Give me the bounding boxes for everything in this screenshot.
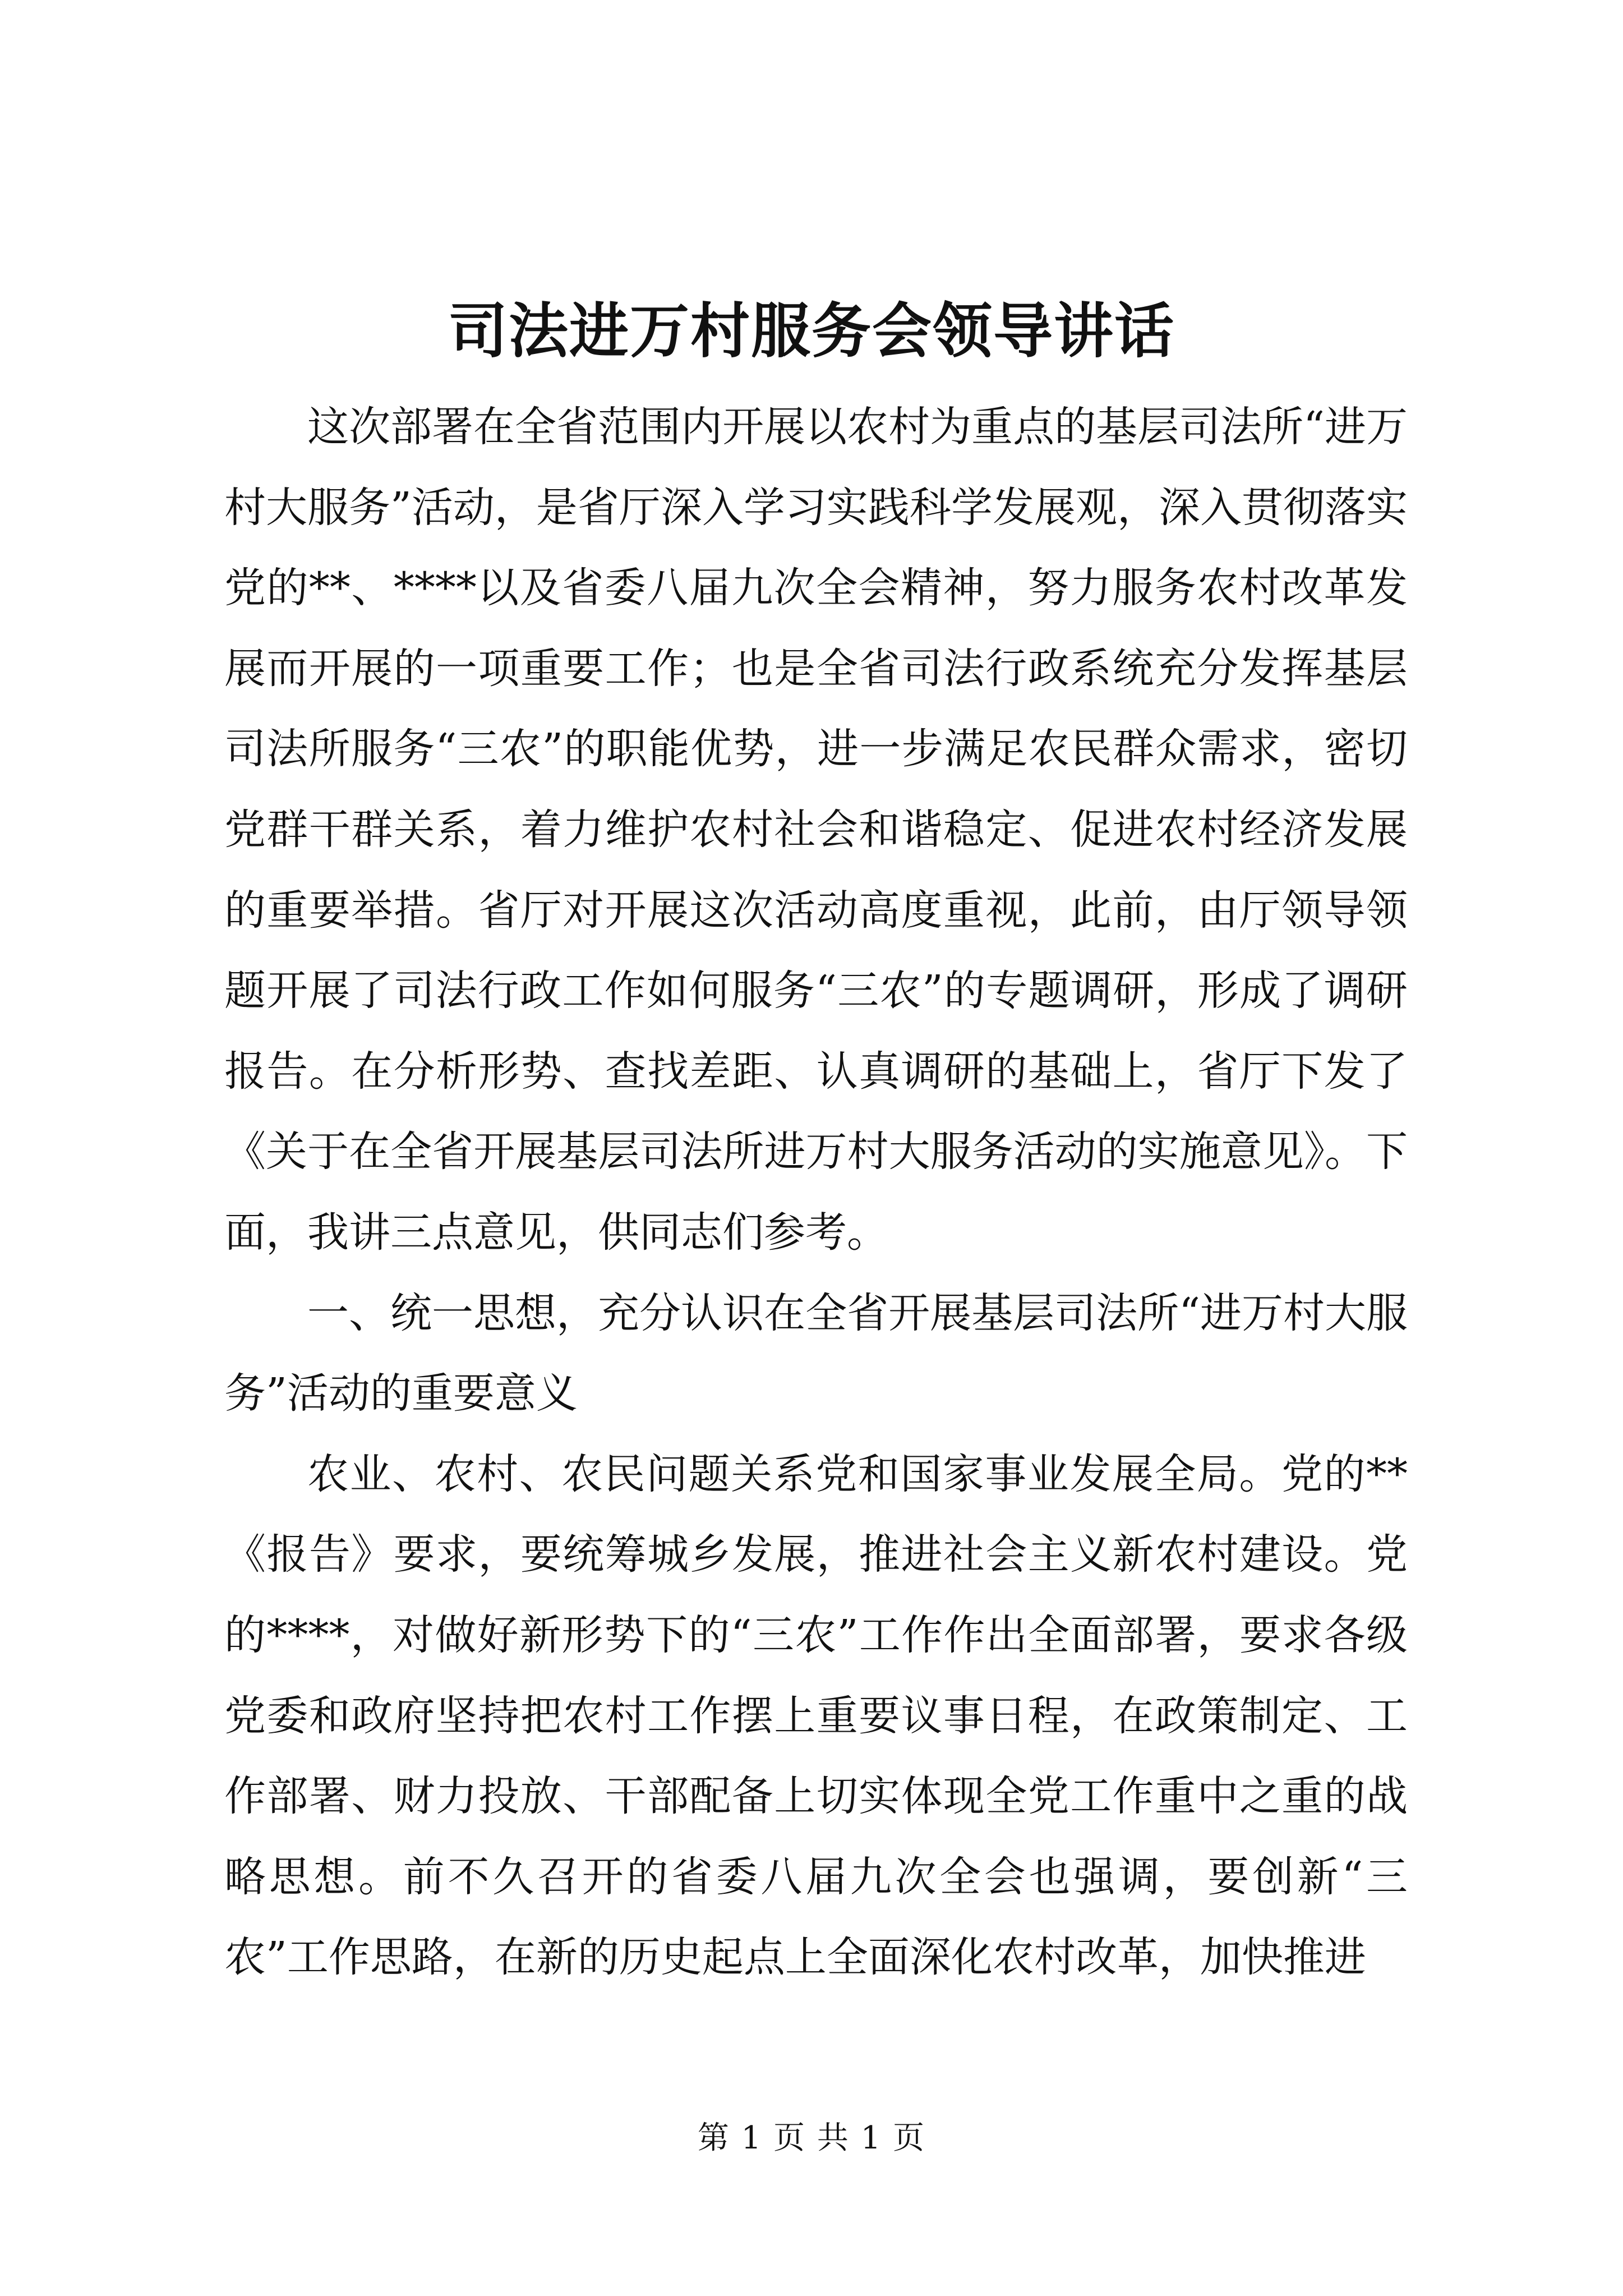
document-body bbox=[224, 387, 1408, 1998]
section-heading-one: 一、统一思想，充分认识在全省开展基层司法所“进万村大服务”活动的重要意义 bbox=[224, 1289, 1408, 1418]
paragraph-section-one: 农业、农村、农民问题关系党和国家事业发展全局。党的**《报告》要求，要统筹城乡发展，推进社会主义新农村建设。党的****，对做好新形势下的“三农”工作作出全面部署，要求各级党委和政府坚持把农村工作摆上重要议事日程，在政策制定、工作部署、财力投放、干部配备上切实体现全党工作重中之重的战略思想。前不久召开的省委八届九次全会也强调，要创新“三农”工作思路，在新的历史起点上全面深化农村改革，加快推进 bbox=[224, 1450, 1408, 1982]
page-number-footer: 第 1 页 共 1 页 bbox=[697, 2120, 926, 2156]
document-title: 司法进万村服务会领导讲话 bbox=[448, 296, 1175, 366]
paragraph-intro: 这次部署在全省范围内开展以农村为重点的基层司法所“进万村大服务”活动，是省厅深入学习实践科学发展观，深入贯彻落实党的**、****以及省委八届九次全会精神，努力服务农村改革发展而开展的一项重要工作；也是全省司法行政系统充分发挥基层司法所服务“三农”的职能优势，进一步满足农民群众需求，密切党群干群关系，着力维护农村社会和谐稳定、促进农村经济发展的重要举措。省厅对开展这次活动高度重视，此前，由厅领导领题开展了司法行政工作如何服务“三农”的专题调研，形成了调研报告。在分析形势、查找差距、认真调研的基础上，省厅下发了《关于在全省开展基层司法所进万村大服务活动的实施意见》。下面，我讲三点意见，供同志们参考。 bbox=[224, 403, 1408, 1257]
